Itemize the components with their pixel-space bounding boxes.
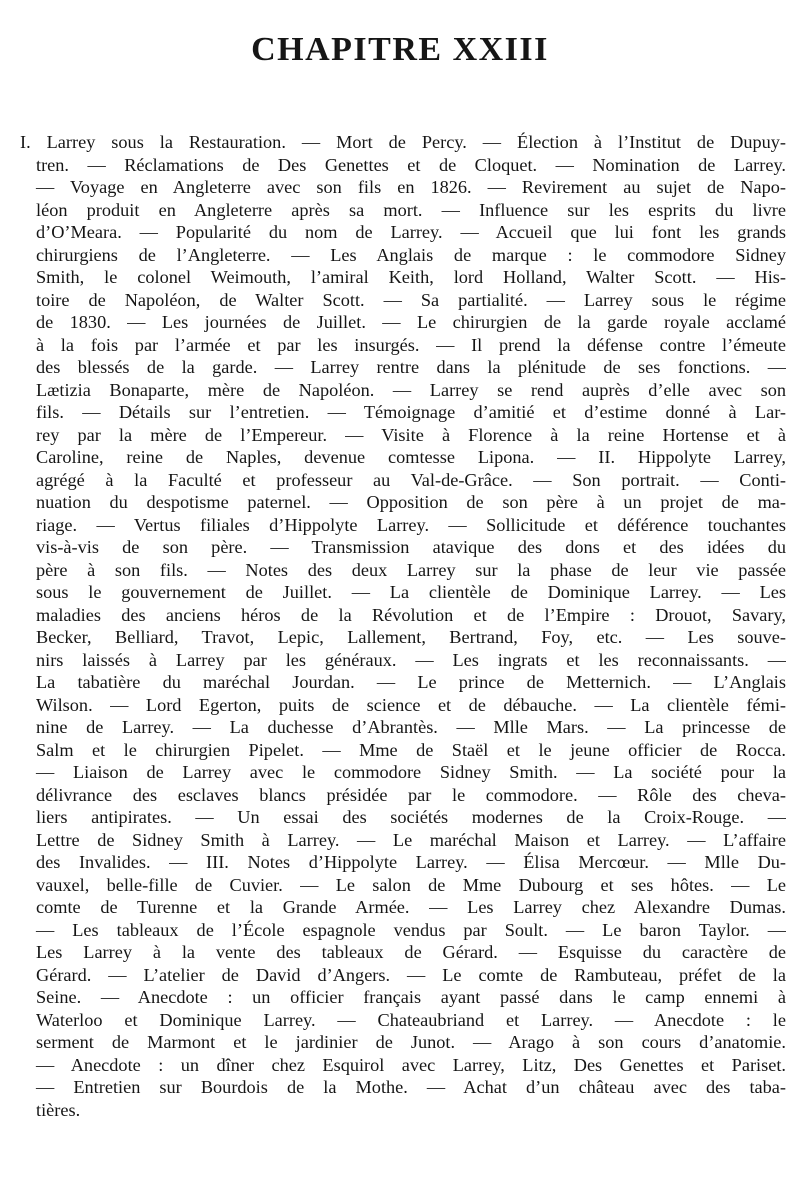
summary-line: vis-à-vis de son père. — Transmission atavique des dons et des idées du xyxy=(36,537,786,557)
summary-line: Lætizia Bonaparte, mère de Napoléon. — Larrey se rend auprès d’elle avec son xyxy=(36,379,786,400)
summary-line: I. Larrey sous la Restauration. — Mort de Percy. — Élection à l’Institut de Dupuy- xyxy=(20,132,786,152)
summary-line: — Liaison de Larrey avec le commodore Sidney Smith. — La société pour la xyxy=(36,762,786,782)
summary-line: Becker, Belliard, Travot, Lepic, Lallement, Bertrand, Foy, etc. — Les souve- xyxy=(36,627,786,647)
summary-line: fils. — Détails sur l’entretien. — Témoignage d’amitié et d’estime donné à Lar- xyxy=(36,402,786,422)
summary-line: d’O’Meara. — Popularité du nom de Larrey. — Accueil que lui font les grands xyxy=(36,222,786,242)
summary-line: — Voyage en Angleterre avec son fils en 1826. — Revirement au sujet de Napo- xyxy=(36,177,786,197)
summary-line: toire de Napoléon, de Walter Scott. — Sa partialité. — Larrey sous le régime xyxy=(36,289,786,310)
summary-line: Lettre de Sidney Smith à Larrey. — Le maréchal Maison et Larrey. — L’affaire xyxy=(36,829,786,850)
summary-line: Smith, le colonel Weimouth, l’amiral Keith, lord Holland, Walter Scott. — His- xyxy=(36,267,786,287)
summary-line: délivrance des esclaves blancs présidée par le commodore. — Rôle des cheva- xyxy=(36,784,786,805)
summary-line: Gérard. — L’atelier de David d’Angers. — Le comte de Rambuteau, préfet de la xyxy=(36,964,786,985)
summary-line: agrégé à la Faculté et professeur au Val-de-Grâce. — Son portrait. — Conti- xyxy=(36,469,786,490)
summary-line: tières. xyxy=(36,1099,81,1120)
summary-line: — Anecdote : un dîner chez Esquirol avec Larrey, Litz, Des Genettes et Pariset. xyxy=(36,1054,786,1075)
summary-line: — Les tableaux de l’École espagnole vendus par Soult. — Le baron Taylor. — xyxy=(36,919,786,940)
summary-line: comte de Turenne et la Grande Armée. — Les Larrey chez Alexandre Dumas. xyxy=(36,897,786,917)
summary-line: léon produit en Angleterre après sa mort. — Influence sur les esprits du livre xyxy=(36,199,786,220)
summary-line: nirs laissés à Larrey par les généraux. — Les ingrats et les reconnaissants. — xyxy=(36,649,786,670)
summary-line: liers antipirates. — Un essai des sociétés modernes de la Croix-Rouge. — xyxy=(36,807,786,827)
summary-line: père à son fils. — Notes des deux Larrey sur la phase de leur vie passée xyxy=(36,559,786,580)
summary-line: des blessés de la garde. — Larrey rentre dans la plénitude de ses fonctions. — xyxy=(36,357,786,377)
summary-line: — Entretien sur Bourdois de la Mothe. — Achat d’un château avec des taba- xyxy=(36,1077,786,1097)
summary-line: des Invalides. — III. Notes d’Hippolyte Larrey. — Élisa Mercœur. — Mlle Du- xyxy=(36,852,786,872)
summary-line: Caroline, reine de Naples, devenue comtesse Lipona. — II. Hippolyte Larrey, xyxy=(36,447,786,467)
summary-line: Wilson. — Lord Egerton, puits de science et de débauche. — La clientèle fémi- xyxy=(36,694,786,715)
summary-line: Salm et le chirurgien Pipelet. — Mme de Staël et le jeune officier de Rocca. xyxy=(36,739,786,760)
summary-line: Waterloo et Dominique Larrey. — Chateaubriand et Larrey. — Anecdote : le xyxy=(36,1009,786,1030)
summary-line: sous le gouvernement de Juillet. — La clientèle de Dominique Larrey. — Les xyxy=(36,582,786,602)
summary-line: Seine. — Anecdote : un officier français ayant passé dans le camp ennemi à xyxy=(36,987,786,1007)
summary-line: rey par la mère de l’Empereur. — Visite à Florence à la reine Hortense et à xyxy=(36,424,786,445)
summary-line: nuation du despotisme paternel. — Opposition de son père à un projet de ma- xyxy=(36,492,786,512)
summary-line: chirurgiens de l’Angleterre. — Les Anglais de marque : le commodore Sidney xyxy=(36,244,786,265)
chapter-summary xyxy=(20,131,786,1121)
summary-line: Les Larrey à la vente des tableaux de Gérard. — Esquisse du caractère de xyxy=(36,942,786,962)
summary-line: serment de Marmont et le jardinier de Junot. — Arago à son cours d’anatomie. xyxy=(36,1032,786,1052)
summary-line: nine de Larrey. — La duchesse d’Abrantès. — Mlle Mars. — La princesse de xyxy=(36,717,786,737)
summary-line: tren. — Réclamations de Des Genettes et de Cloquet. — Nomination de Larrey. xyxy=(36,154,786,175)
summary-line: maladies des anciens héros de la Révolution et de l’Empire : Drouot, Savary, xyxy=(36,604,786,625)
summary-line: à la fois par l’armée et par les insurgés. — Il prend la défense contre l’émeute xyxy=(36,334,786,355)
summary-line: de 1830. — Les journées de Juillet. — Le chirurgien de la garde royale acclamé xyxy=(36,312,786,332)
summary-line: vauxel, belle-fille de Cuvier. — Le salon de Mme Dubourg et ses hôtes. — Le xyxy=(36,874,786,895)
summary-line: riage. — Vertus filiales d’Hippolyte Larrey. — Sollicitude et déférence touchantes xyxy=(36,514,786,535)
chapter-title: CHAPITRE XXIII xyxy=(251,31,549,68)
summary-line: La tabatière du maréchal Jourdan. — Le prince de Metternich. — L’Anglais xyxy=(36,672,786,692)
